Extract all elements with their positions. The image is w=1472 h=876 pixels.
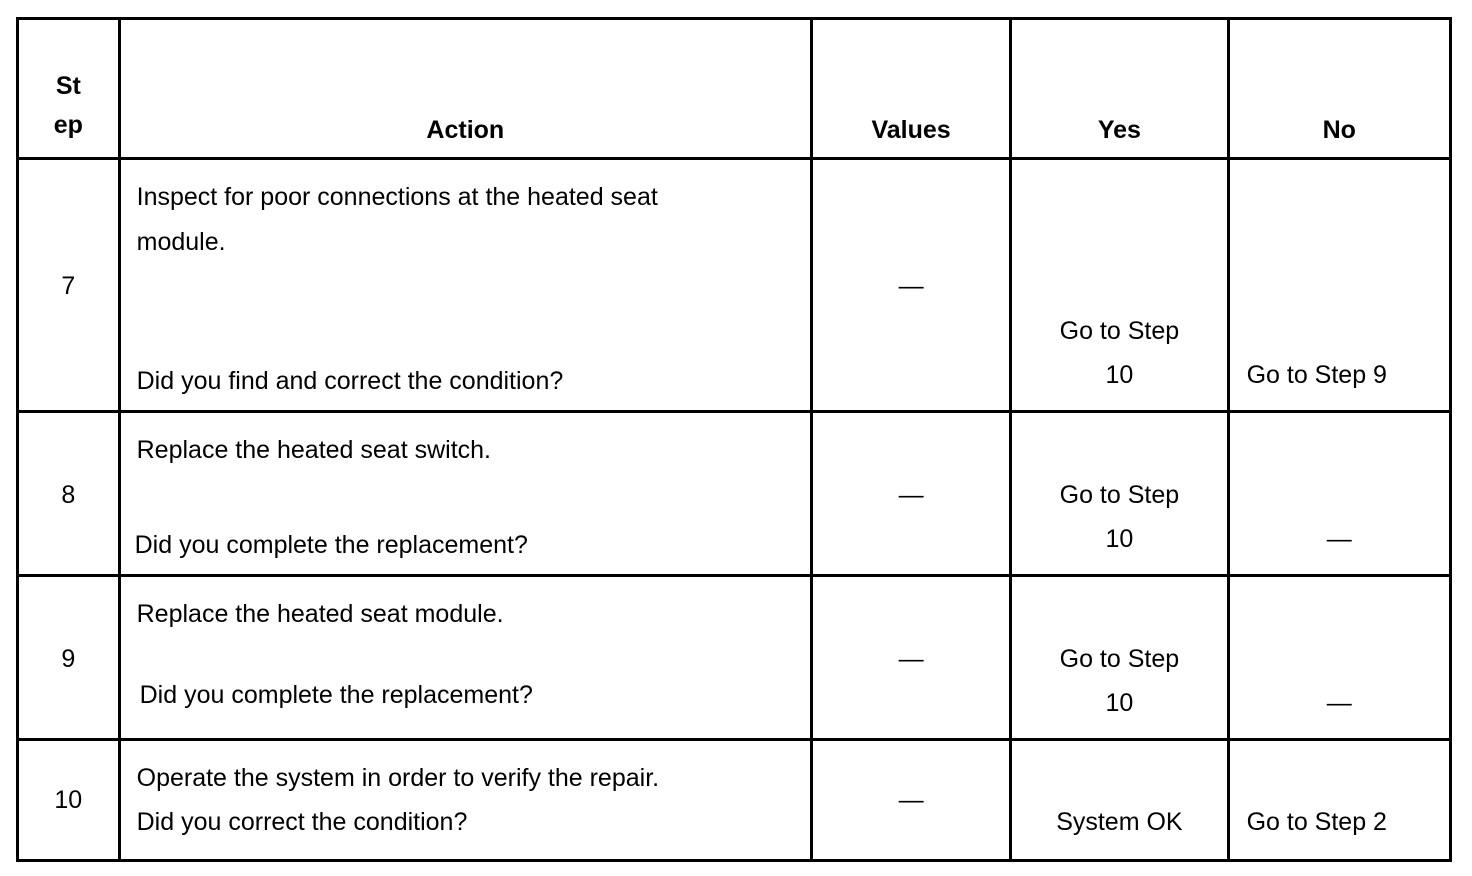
- no-text: Go to Step 2: [1246, 808, 1387, 836]
- step-cell: [18, 159, 120, 412]
- step-cell: [18, 412, 120, 576]
- header-step: [18, 19, 120, 159]
- yes-text: 10: [1105, 689, 1134, 717]
- values-cell: [811, 576, 1010, 740]
- yes-cell: [1011, 412, 1228, 576]
- step-number: 10: [54, 786, 83, 814]
- no-dash: —: [1326, 525, 1352, 553]
- yes-cell: [1011, 159, 1228, 412]
- action-text: Replace the heated seat switch.: [136, 436, 492, 464]
- action-question: Did you complete the replacement?: [134, 531, 528, 559]
- table-row: [18, 740, 1451, 861]
- values-dash: —: [898, 786, 924, 814]
- table-row: [18, 159, 1451, 412]
- yes-text: 10: [1105, 361, 1134, 389]
- yes-cell: [1011, 740, 1228, 861]
- step-number: 9: [61, 645, 76, 673]
- header-row: [18, 19, 1451, 159]
- values-cell: [811, 412, 1010, 576]
- action-cell: [119, 412, 811, 576]
- action-text: module.: [136, 228, 226, 256]
- no-text: Go to Step 9: [1246, 361, 1387, 389]
- action-text: Inspect for poor connections at the heated seat: [136, 183, 658, 211]
- step-cell: [18, 576, 120, 740]
- header-step-line2: ep: [53, 111, 83, 139]
- table-row: [18, 576, 1451, 740]
- no-cell: [1228, 740, 1450, 861]
- header-step-line1: St: [55, 72, 81, 100]
- yes-text: System OK: [1056, 808, 1183, 836]
- values-cell: [811, 740, 1010, 861]
- header-yes: Yes: [1011, 19, 1228, 159]
- yes-text: Go to Step: [1059, 645, 1180, 673]
- values-cell: [811, 159, 1010, 412]
- yes-cell: [1011, 576, 1228, 740]
- action-cell: [119, 576, 811, 740]
- yes-text: Go to Step: [1059, 481, 1180, 509]
- action-question: Did you find and correct the condition?: [136, 367, 564, 395]
- no-cell: [1228, 412, 1450, 576]
- action-question: Did you correct the condition?: [136, 808, 468, 836]
- values-dash: —: [898, 272, 924, 300]
- diagnostic-table: [16, 17, 1452, 862]
- step-cell: [18, 740, 120, 861]
- action-cell: [119, 159, 811, 412]
- no-cell: [1228, 159, 1450, 412]
- header-no: No: [1228, 19, 1450, 159]
- values-dash: —: [898, 645, 924, 673]
- no-dash: —: [1326, 689, 1352, 717]
- header-action: Action: [119, 19, 811, 159]
- yes-text: Go to Step: [1059, 317, 1180, 345]
- values-dash: —: [898, 481, 924, 509]
- action-text: Operate the system in order to verify the repair.: [136, 764, 660, 792]
- no-cell: [1228, 576, 1450, 740]
- action-text: Replace the heated seat module.: [136, 600, 504, 628]
- action-question: Did you complete the replacement?: [139, 681, 533, 709]
- step-number: 7: [61, 272, 76, 300]
- yes-text: 10: [1105, 525, 1134, 553]
- action-cell: [119, 740, 811, 861]
- header-values: Values: [811, 19, 1010, 159]
- step-number: 8: [61, 481, 76, 509]
- table-row: [18, 412, 1451, 576]
